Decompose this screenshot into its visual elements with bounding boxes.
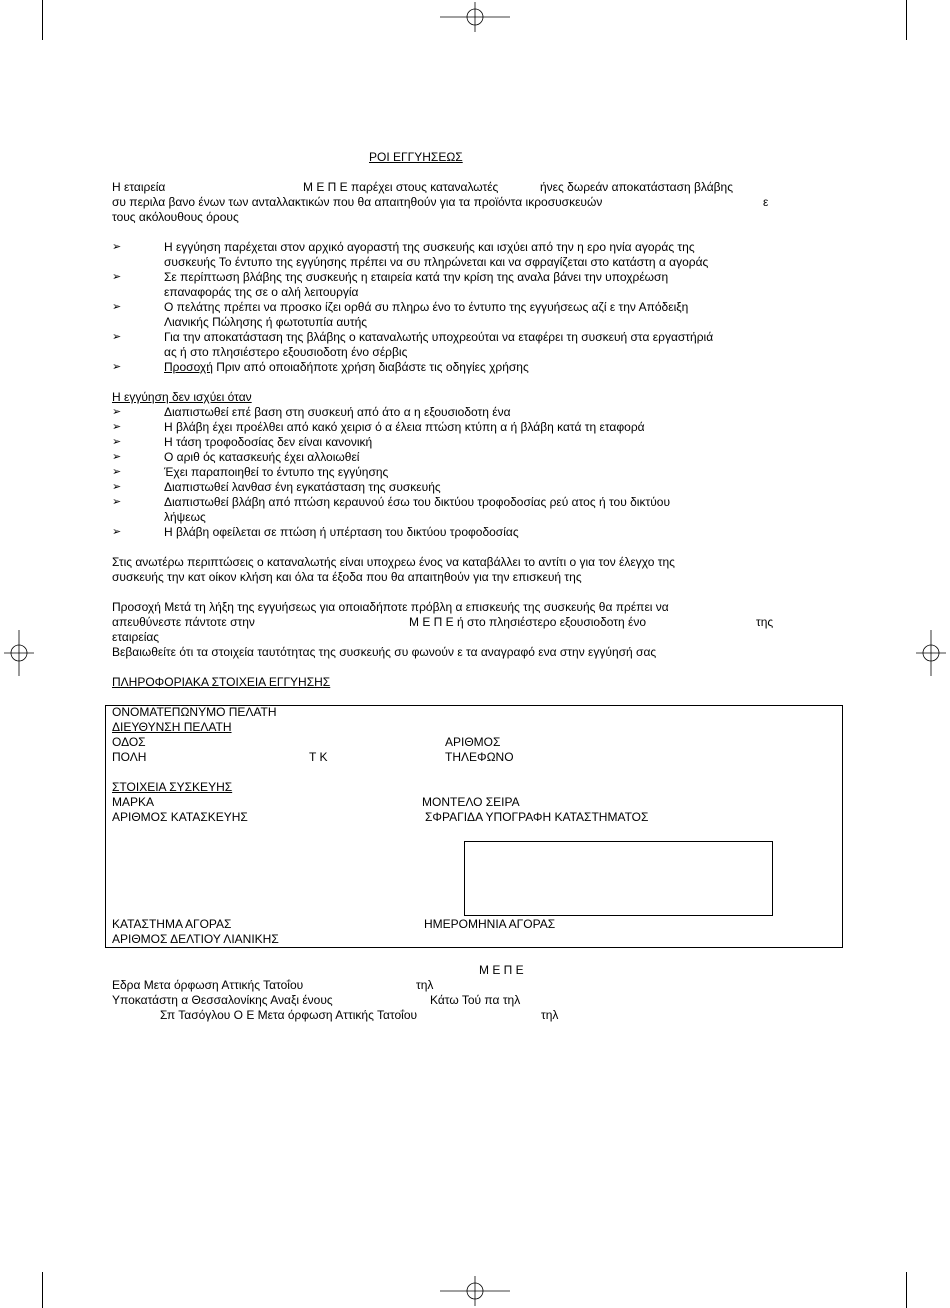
term-line: Για την αποκατάσταση της βλάβης ο καταναλωτής υποχρεούται να εταφέρει τη συσκευή στα εργαστήριά <box>164 330 714 344</box>
customer-address-heading: ΔΙΕΥΘΥΝΣΗ ΠΕΛΑΤΗ <box>112 720 232 734</box>
invalid-line: Η βλάβη έχει προέλθει από κακό χειρισ ό α έλεια πτώση κτύπη α ή βλάβη κατά τη εταφορά <box>164 420 645 434</box>
after-line-2a: απευθύνεστε πάντοτε στην <box>112 615 255 629</box>
city-label: ΠΟΛΗ <box>112 750 147 764</box>
invalid-line: Διαπιστωθεί λανθασ ένη εγκατάσταση της συσκευής <box>164 480 441 494</box>
cost-line: Στις ανωτέρω περιπτώσεις ο καταναλωτής είναι υποχρεω ένος να καταβάλλει το αντίτι ο για τον έλεγχο της <box>112 555 675 569</box>
page-title: ΡΟΙ ΕΓΓΥΗΣΕΩΣ <box>369 150 463 164</box>
serial-label: ΑΡΙΘΜΟΣ ΚΑΤΑΣΚΕΥΗΣ <box>112 810 248 824</box>
registration-mark-right <box>916 630 946 676</box>
invalid-line: Ο αριθ ός κατασκευής έχει αλλοιωθεί <box>164 450 360 464</box>
crop-mark <box>42 1272 43 1308</box>
footer-company: Μ Ε Π Ε <box>479 963 524 977</box>
term-line: Η εγγύηση παρέχεται στον αρχικό αγοραστή της συσκευής και ισχύει από την η ερο ηνία αγοράς της <box>164 240 695 254</box>
footer-hq: Εδρα Μετα όρφωση Αττικής Τατοΐου <box>112 978 304 992</box>
bullet-arrow-icon: ➢ <box>112 466 122 478</box>
customer-name-label: ΟΝΟΜΑΤΕΠΩΝΥΜΟ ΠΕΛΑΤΗ <box>112 705 277 719</box>
bullet-arrow-icon: ➢ <box>112 421 122 433</box>
store-label: ΚΑΤΑΣΤΗΜΑ ΑΓΟΡΑΣ <box>112 917 232 931</box>
invalid-line: Η βλάβη οφείλεται σε πτώση ή υπέρταση του δικτύου τροφοδοσίας <box>164 525 519 539</box>
term-line: Ο πελάτης πρέπει να προσκο ίζει ορθά συ πληρω ένο το έντυπο της εγγυήσεως αζί ε την Απόδειξη <box>164 300 689 314</box>
postal-code-label: Τ Κ <box>309 750 328 764</box>
invalid-line: Η τάση τροφοδοσίας δεν είναι κανονική <box>164 435 373 449</box>
registration-mark-left <box>4 630 34 676</box>
intro-line-1c: ήνες δωρεάν αποκατάσταση βλάβης <box>540 180 734 194</box>
crop-mark <box>906 1272 907 1308</box>
bullet-arrow-icon: ➢ <box>112 436 122 448</box>
bullet-arrow-icon: ➢ <box>112 241 122 253</box>
bullet-arrow-icon: ➢ <box>112 526 122 538</box>
invalid-line: Διαπιστωθεί επέ βαση στη συσκευή από άτο α η εξουσιοδοτη ένα <box>164 405 511 419</box>
street-label: ΟΔΟΣ <box>112 735 146 749</box>
bullet-arrow-icon: ➢ <box>112 496 122 508</box>
intro-line-1b: Μ Ε Π Ε παρέχει στους καταναλωτές <box>303 180 499 194</box>
after-line-4: Βεβαιωθείτε ότι τα στοιχεία ταυτότητας της συσκευής συ φωνούν ε τα αναγραφό ενα στην εγγύησή σας <box>112 645 657 659</box>
attention-label: Προσοχή <box>164 360 213 374</box>
invalid-line: Διαπιστωθεί βλάβη από πτώση κεραυνού έσω του δικτύου τροφοδοσίας ρεύ ατος ή του δικτύου <box>164 495 671 509</box>
cost-paragraph <box>112 555 775 585</box>
term-line: επαναφοράς της σε ο αλή λειτουργία <box>164 285 359 299</box>
footer-branch-phone: Κάτω Τού πα τηλ <box>430 993 521 1007</box>
attention-text: Πριν από οποιαδήποτε χρήση διαβάστε τις οδηγίες χρήσης <box>212 360 529 374</box>
after-line-3: εταιρείας <box>112 630 160 644</box>
intro-line-2b: ε <box>763 195 769 209</box>
stamp-box <box>464 841 773 916</box>
term-line: συσκευής Το έντυπο της εγγύησης πρέπει να συ πληρώνεται και να σφραγίζεται στο κατάστη α αγοράς <box>164 255 709 269</box>
bullet-arrow-icon: ➢ <box>112 301 122 313</box>
footer-branch: Υποκατάστη α Θεσσαλονίκης Αναξι ένους <box>112 993 333 1007</box>
invalid-heading: Η εγγύηση δεν ισχύει όταν <box>112 390 252 404</box>
registration-mark-top <box>440 2 510 32</box>
footer-hq-phone: τηλ <box>416 978 434 992</box>
invalid-line: Έχει παραποιηθεί το έντυπο της εγγύησης <box>164 465 389 479</box>
receipt-number-label: ΑΡΙΘΜΟΣ ΔΕΛΤΙΟΥ ΛΙΑΝΙΚΗΣ <box>112 932 279 946</box>
crop-mark <box>42 0 43 40</box>
info-heading: ΠΛΗΡΟΦΟΡΙΑΚΑ ΣΤΟΙΧΕΙΑ ΕΓΓΥΗΣΗΣ <box>112 675 331 689</box>
bullet-arrow-icon: ➢ <box>112 406 122 418</box>
number-label: ΑΡΙΘΜΟΣ <box>445 735 501 749</box>
stamp-label: ΣΦΡΑΓΙΔΑ ΥΠΟΓΡΑΦΗ ΚΑΤΑΣΤΗΜΑΤΟΣ <box>425 810 649 824</box>
bullet-arrow-icon: ➢ <box>112 331 122 343</box>
after-line-2b: Μ Ε Π Ε ή στο πλησιέστερο εξουσιοδοτη ένο <box>409 615 647 629</box>
intro-line-3: τους ακόλουθους όρους <box>112 210 239 224</box>
intro-line-1a: Η εταιρεία <box>112 180 166 194</box>
term-line: Σε περίπτωση βλάβης της συσκευής η εταιρεία κατά την κρίση της αναλα βάνει την υποχρέωση <box>164 270 669 284</box>
footer-service: Σπ Τασόγλου Ο Ε Μετα όρφωση Αττικής Τατοΐου <box>160 1008 418 1022</box>
after-line-2c: της <box>756 615 774 629</box>
footer-service-phone: τηλ <box>541 1008 559 1022</box>
cost-line: συσκευής την κατ οίκον κλήση και όλα τα έξοδα που θα απαιτηθούν για την επισκευή της <box>112 570 582 584</box>
model-label: ΜΟΝΤΕΛΟ ΣΕΙΡΑ <box>422 795 520 809</box>
bullet-arrow-icon: ➢ <box>112 361 122 373</box>
term-line: Λιανικής Πώλησης ή φωτοτυπία αυτής <box>164 315 368 329</box>
crop-mark <box>906 0 907 40</box>
purchase-date-label: ΗΜΕΡΟΜΗΝΙΑ ΑΓΟΡΑΣ <box>424 917 556 931</box>
after-line-1: Προσοχή Μετά τη λήξη της εγγυήσεως για οποιαδήποτε πρόβλη α επισκευής της συσκευής θα πρέπει να <box>112 600 669 614</box>
brand-label: ΜΑΡΚΑ <box>112 795 155 809</box>
device-heading: ΣΤΟΙΧΕΙΑ ΣΥΣΚΕΥΗΣ <box>112 780 233 794</box>
bullet-arrow-icon: ➢ <box>112 451 122 463</box>
intro-line-2a: συ περιλα βανο ένων των ανταλλακτικών που θα απαιτηθούν για τα προϊόντα ικροσυσκευών <box>112 195 603 209</box>
term-line: ας ή στο πλησιέστερο εξουσιοδοτη ένο σέρβις <box>164 345 408 359</box>
bullet-arrow-icon: ➢ <box>112 271 122 283</box>
bullet-arrow-icon: ➢ <box>112 481 122 493</box>
registration-mark-bottom <box>440 1276 510 1306</box>
phone-label: ΤΗΛΕΦΩΝΟ <box>445 750 514 764</box>
invalid-line: λήψεως <box>164 510 206 524</box>
